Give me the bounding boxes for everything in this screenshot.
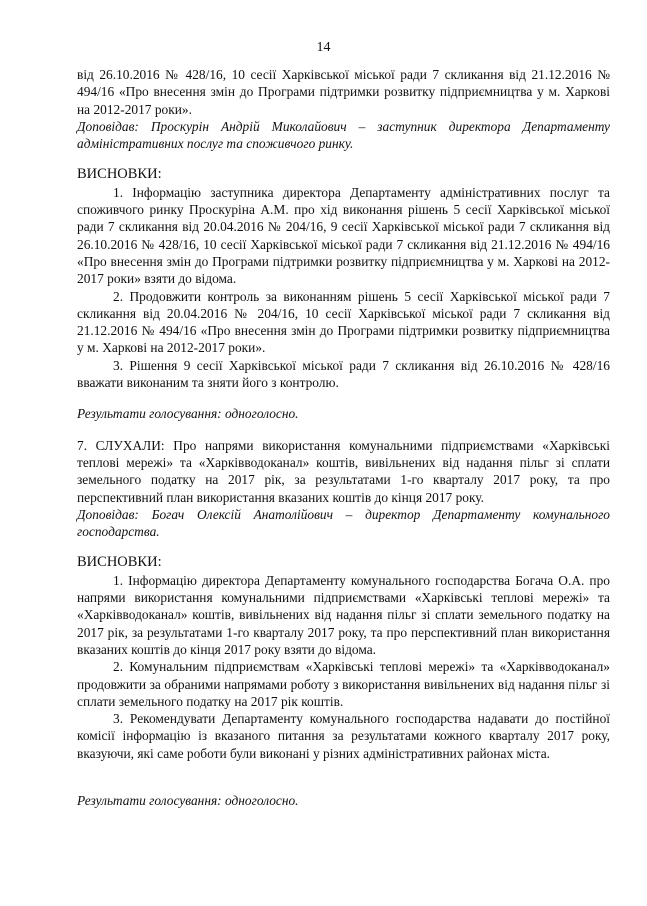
section6-item: 2. Продовжити контроль за виконанням рішень 5 сесії Харківської міської ради 7 скликання від 20.04.2016 № 204/16, 10 сесії Харківської міської ради 7 скликання від 21.12.2016 № 494/16 «Про внесення змін до Програми підтримки розвитку підприємництва у м. Харкові на 2012-2017 роки».	[77, 288, 610, 356]
section7-heard: 7. СЛУХАЛИ: Про напрями використання комунальними підприємствами «Харківські теплові мережі» та «Харківводоканал» коштів, вивільнених від надання пільг зі сплати земельного податку на 2017 рік, за результатами 1-го кварталу 2017 року, та про перспективний план використання вказаних коштів до кінця 2017 року.	[77, 437, 610, 505]
section7-item: 1. Інформацію директора Департаменту комунального господарства Богача О.А. про напрями використання комунальними підприємствами «Харківські теплові мережі» та «Харківводоканал» коштів, вивільнених від надання пільг зі сплати земельного податку на 2017 рік, за результатами 1-го кварталу 2017 року, та про перспективний план використання вказаних коштів до кінця 2017 року взяти до відома.	[77, 572, 610, 657]
section6-conclusions-heading: ВИСНОВКИ:	[77, 166, 162, 183]
document-body	[77, 66, 610, 809]
section6-reporter: Доповідав: Проскурін Андрій Миколайович – заступник директора Департаменту адміністративних послуг та споживчого ринку.	[77, 118, 610, 152]
section6-item: 1. Інформацію заступника директора Департаменту адміністративних послуг та споживчого ринку Проскуріна А.М. про хід виконання рішень 5 сесії Харківської міської ради 7 скликання від 20.04.2016 № 204/16, 9 сесії Харківської міської ради 7 скликання від 26.10.2016 № 428/16, 10 сесії Харківської міської ради 7 скликання від 21.12.2016 № 494/16 «Про внесення змін до Програми підтримки розвитку підприємництва у м. Харкові на 2012-2017 роки» взяти до відома.	[77, 184, 610, 287]
section7-voting: Результати голосування: одноголосно.	[77, 792, 299, 808]
section7-conclusions-heading: ВИСНОВКИ:	[77, 554, 162, 571]
section6-item: 3. Рішення 9 сесії Харківської міської ради 7 скликання від 26.10.2016 № 428/16 вважати виконаним та зняти його з контролю.	[77, 357, 610, 391]
section6-voting: Результати голосування: одноголосно.	[77, 406, 299, 422]
section7-item: 2. Комунальним підприємствам «Харківські теплові мережі» та «Харківводоканал» продовжити за обраними напрямами роботу з використання вивільнених від надання пільг зі сплати земельного податку на 2017 рік коштів.	[77, 659, 610, 709]
section7-reporter: Доповідав: Богач Олексій Анатолійович – директор Департаменту комунального господарства.	[77, 506, 610, 540]
section6-continuation: від 26.10.2016 № 428/16, 10 сесії Харківської міської ради 7 скликання від 21.12.2016 № 494/16 «Про внесення змін до Програми підтримки розвитку підприємництва у м. Харкові на 2012-2017 роки».	[77, 67, 610, 117]
page-number: 14	[316, 40, 331, 55]
section7-item: 3. Рекомендувати Департаменту комунального господарства надавати до постійної комісії інформацію із вказаного питання за результатами кожного кварталу 2017 року, вказуючи, які саме роботи були виконані у різних адміністративних районах міста.	[77, 711, 610, 761]
